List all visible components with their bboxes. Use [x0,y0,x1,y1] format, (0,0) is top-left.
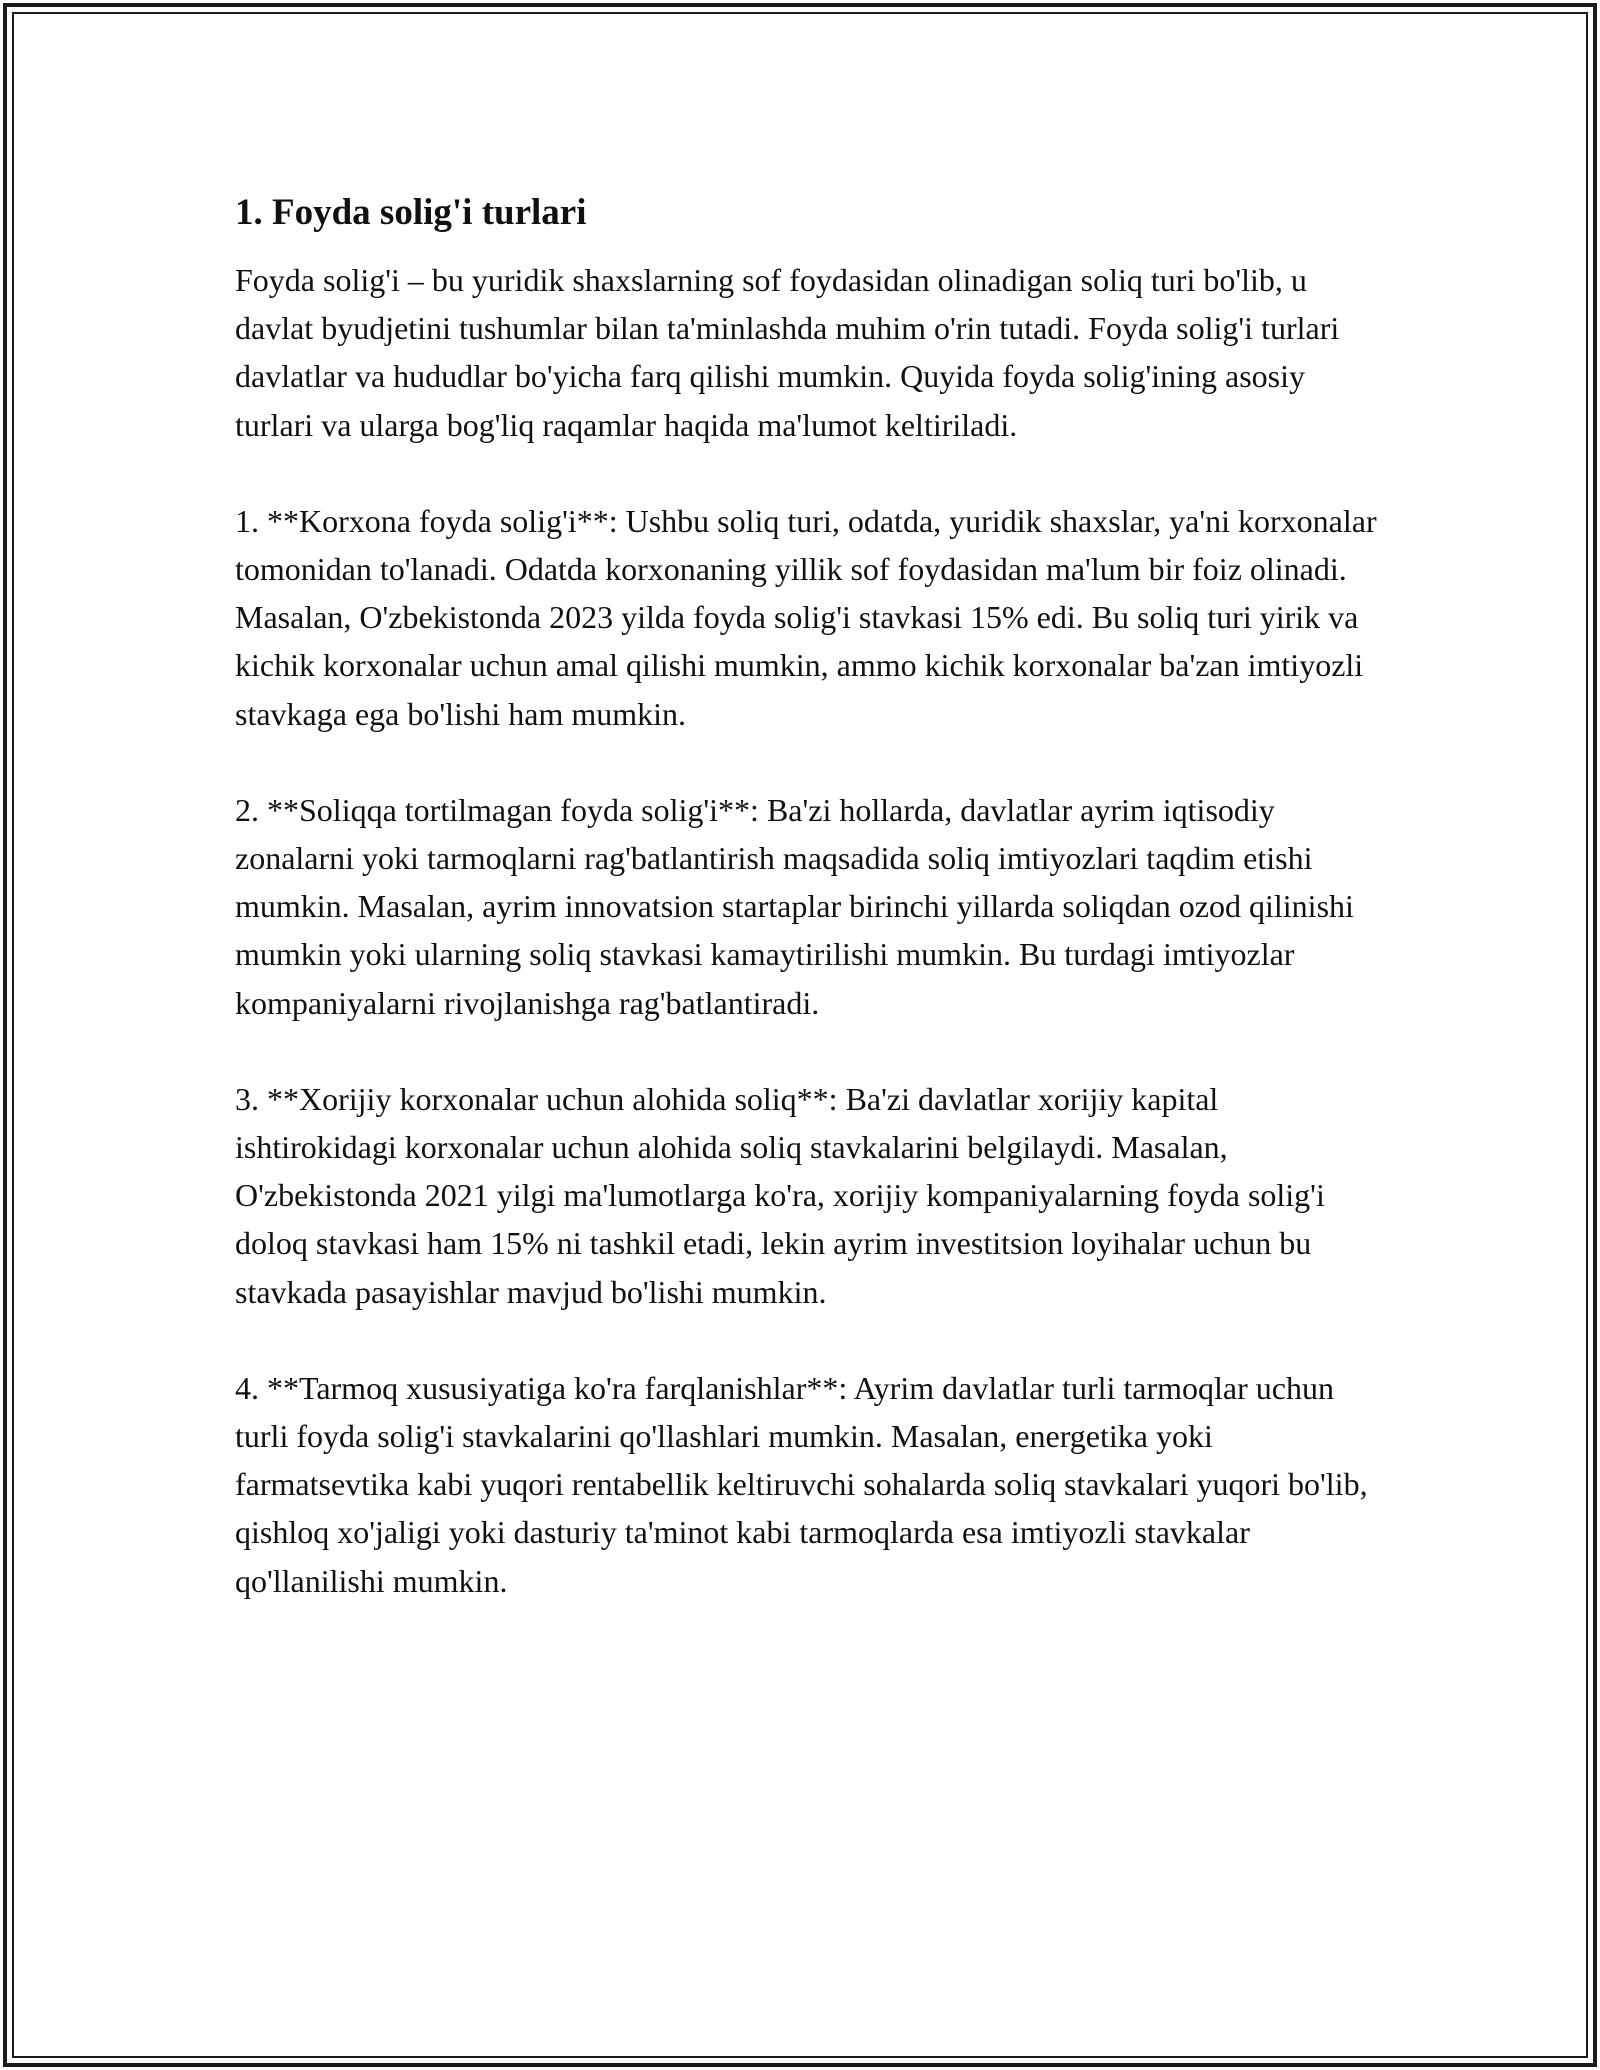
paragraph-item-3: 3. **Xorijiy korxonalar uchun alohida soliq**: Ba'zi davlatlar xorijiy kapital ishtirokidagi korxonalar uchun alohida soliq stavkalarini belgilaydi. Masalan, O'zbekistonda 2021 yilgi ma'lumotlarga ko'ra, xorijiy kompaniyalarning foyda solig'i doloq stavkasi ham 15% ni tashkil etadi, lekin ayrim investitsion loyihalar uchun bu stavkada pasayishlar mavjud bo'lishi mumkin. [235,1080,1325,1310]
paragraph-item-4: 4. **Tarmoq xususiyatiga ko'ra farqlanishlar**: Ayrim davlatlar turli tarmoqlar uchun turli foyda solig'i stavkalarini qo'llashlari mumkin. Masalan, energetika yoki farmatsevtika kabi yuqori rentabellik keltiruvchi sohalarda soliq stavkalari yuqori bo'lib, qishloq xo'jaligi yoki dasturiy ta'minot kabi tarmoqlarda esa imtiyozli stavkalar qo'llanilishi mumkin. [235,1369,1368,1599]
document-body [235,188,1385,1605]
section-title: 1. Foyda solig'i turlari [235,192,587,233]
intro-paragraph: Foyda solig'i – bu yuridik shaxslarning sof foydasidan olinadigan soliq turi bo'lib, u davlat byudjetini tushumlar bilan ta'minlashda muhim o'rin tutadi. Foyda solig'i turlari davlatlar va hududlar bo'yicha farq qilishi mumkin. Quyida foyda solig'ining asosiy turlari va ularga bog'liq raqamlar haqida ma'lumot keltiriladi. [235,262,1340,443]
paragraph-item-1: 1. **Korxona foyda solig'i**: Ushbu soliq turi, odatda, yuridik shaxslar, ya'ni korxonalar tomonidan to'lanadi. Odatda korxonaning yillik sof foydasidan ma'lum bir foiz olinadi. Masalan, O'zbekistonda 2023 yilda foyda solig'i stavkasi 15% edi. Bu soliq turi yirik va kichik korxonalar uchun amal qilishi mumkin, ammo kichik korxonalar ba'zan imtiyozli stavkaga ega bo'lishi ham mumkin. [235,502,1377,732]
paragraph-item-2: 2. **Soliqqa tortilmagan foyda solig'i**: Ba'zi hollarda, davlatlar ayrim iqtisodiy zonalarni yoki tarmoqlarni rag'batlantirish maqsadida soliq imtiyozlari taqdim etishi mumkin. Masalan, ayrim innovatsion startaplar birinchi yillarda soliqdan ozod qilinishi mumkin yoki ularning soliq stavkasi kamaytirilishi mumkin. Bu turdagi imtiyozlar kompaniyalarni rivojlanishga rag'batlantiradi. [235,791,1354,1021]
